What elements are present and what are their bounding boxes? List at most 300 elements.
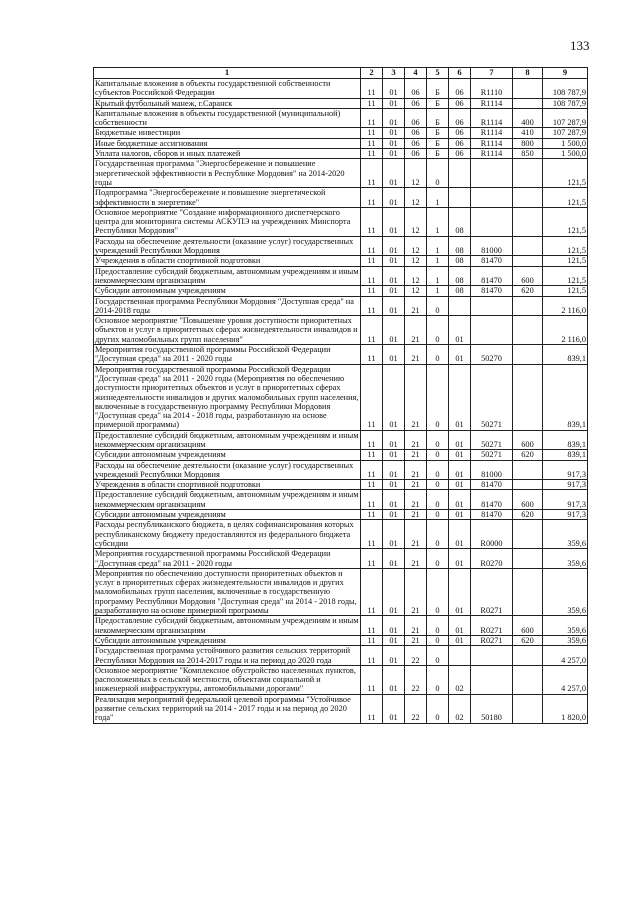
- row-code-4: 12: [405, 159, 427, 188]
- row-amount: 917,3: [543, 510, 588, 520]
- row-code-2: 11: [361, 364, 383, 430]
- row-code-4: 12: [405, 266, 427, 286]
- table-row: [94, 296, 588, 316]
- row-description: Мероприятия государственной программы Российской Федерации "Доступная среда" на 2011 - 2020 годы (Мероприятия по обеспечению доступности приоритетных объектов и услуг в приоритетных сферах жизнедеятельности инвалидов и других маломобильных групп населения, включенные в государственную программу Республики Мордовия "Доступная среда" на 2014 - 2018 годы, разработанную на основе примерной программы): [94, 364, 361, 430]
- row-code-2: 11: [361, 79, 383, 99]
- row-description: Мероприятия по обеспечению доступности приоритетных объектов и услуг в приоритетных сферах жизнедеятельности инвалидов и других маломобильных групп населения, включенные в государственную программу Республики Мордовия "Доступная среда" на 2014 - 2018 годы, разработанную на основе примерной программы: [94, 568, 361, 615]
- row-code-7: [471, 159, 513, 188]
- row-code-2: 11: [361, 108, 383, 128]
- row-code-8: 410: [513, 128, 543, 138]
- budget-table: [93, 67, 588, 724]
- row-code-6: 06: [449, 79, 471, 99]
- row-code-2: 11: [361, 430, 383, 450]
- row-code-6: [449, 296, 471, 316]
- header-cell: 8: [513, 68, 543, 79]
- row-description: Иные бюджетные ассигнования: [94, 138, 361, 148]
- row-code-4: 21: [405, 480, 427, 490]
- row-description: Мероприятия государственной программы Российской Федерации "Доступная среда" на 2011 - 2020 годы: [94, 549, 361, 569]
- row-code-6: 01: [449, 520, 471, 549]
- row-code-2: 11: [361, 450, 383, 460]
- row-code-7: [471, 665, 513, 694]
- row-code-4: 21: [405, 345, 427, 365]
- row-code-4: 06: [405, 108, 427, 128]
- row-code-8: [513, 694, 543, 723]
- row-code-4: 22: [405, 646, 427, 666]
- row-code-4: 12: [405, 286, 427, 296]
- row-code-8: 800: [513, 138, 543, 148]
- row-code-6: 06: [449, 138, 471, 148]
- row-code-7: 81000: [471, 460, 513, 480]
- row-code-6: 08: [449, 266, 471, 286]
- table-row: [94, 549, 588, 569]
- table-row: [94, 108, 588, 128]
- row-code-6: 08: [449, 236, 471, 256]
- table-row: [94, 616, 588, 636]
- row-code-8: [513, 207, 543, 236]
- row-code-4: 06: [405, 128, 427, 138]
- table-row: [94, 256, 588, 266]
- row-code-7: 50270: [471, 345, 513, 365]
- row-code-5: 1: [427, 236, 449, 256]
- row-code-3: 01: [383, 345, 405, 365]
- row-code-2: 11: [361, 646, 383, 666]
- row-description: Предоставление субсидий бюджетным, автономным учреждениям и иным некоммерческим организациям: [94, 490, 361, 510]
- row-description: Основное мероприятие "Создание информационного диспетчерского центра для мониторинга системы АСКУПЭ на учреждениях Минспорта Республики Мордовия": [94, 207, 361, 236]
- table-row: [94, 138, 588, 148]
- row-code-6: 02: [449, 665, 471, 694]
- row-code-3: 01: [383, 79, 405, 99]
- row-code-2: 11: [361, 98, 383, 108]
- row-code-7: 50271: [471, 364, 513, 430]
- row-code-3: 01: [383, 128, 405, 138]
- row-code-2: 11: [361, 480, 383, 490]
- table-row: [94, 694, 588, 723]
- row-code-5: 1: [427, 256, 449, 266]
- row-code-4: 12: [405, 256, 427, 266]
- row-code-8: [513, 549, 543, 569]
- row-code-8: [513, 568, 543, 615]
- row-code-5: 0: [427, 450, 449, 460]
- row-amount: 359,6: [543, 520, 588, 549]
- row-code-3: 01: [383, 450, 405, 460]
- row-code-3: 01: [383, 364, 405, 430]
- row-code-4: 21: [405, 568, 427, 615]
- table-row: [94, 79, 588, 99]
- row-amount: 2 116,0: [543, 316, 588, 345]
- table-body: [94, 79, 588, 724]
- row-code-7: 50271: [471, 450, 513, 460]
- header-cell: 6: [449, 68, 471, 79]
- row-code-4: 12: [405, 207, 427, 236]
- row-code-3: 01: [383, 635, 405, 645]
- row-code-2: 11: [361, 665, 383, 694]
- row-amount: 121,5: [543, 256, 588, 266]
- row-code-3: 01: [383, 480, 405, 490]
- row-code-6: 02: [449, 694, 471, 723]
- row-description: Предоставление субсидий бюджетным, автономным учреждениям и иным некоммерческим организациям: [94, 266, 361, 286]
- row-code-8: [513, 646, 543, 666]
- row-code-3: 01: [383, 568, 405, 615]
- row-code-4: 12: [405, 188, 427, 208]
- row-code-6: 01: [449, 430, 471, 450]
- row-amount: 107 287,9: [543, 128, 588, 138]
- table-row: [94, 159, 588, 188]
- table-row: [94, 490, 588, 510]
- row-code-3: 01: [383, 616, 405, 636]
- row-description: Субсидии автономным учреждениям: [94, 286, 361, 296]
- row-code-3: 01: [383, 188, 405, 208]
- table-row: [94, 480, 588, 490]
- row-code-2: 11: [361, 510, 383, 520]
- table-row: [94, 316, 588, 345]
- row-code-6: 08: [449, 286, 471, 296]
- row-code-6: 01: [449, 316, 471, 345]
- row-amount: 839,1: [543, 450, 588, 460]
- row-code-2: 11: [361, 316, 383, 345]
- row-code-6: 06: [449, 149, 471, 159]
- row-code-6: 01: [449, 616, 471, 636]
- row-code-3: 01: [383, 694, 405, 723]
- row-amount: 917,3: [543, 480, 588, 490]
- row-code-5: 0: [427, 568, 449, 615]
- row-code-8: 620: [513, 510, 543, 520]
- row-code-7: [471, 207, 513, 236]
- table-row: [94, 665, 588, 694]
- table-row: [94, 430, 588, 450]
- table-row: [94, 635, 588, 645]
- row-code-7: R0000: [471, 520, 513, 549]
- row-code-4: 06: [405, 149, 427, 159]
- row-code-3: 01: [383, 108, 405, 128]
- row-amount: 839,1: [543, 430, 588, 450]
- row-code-5: 0: [427, 460, 449, 480]
- row-code-4: 06: [405, 98, 427, 108]
- row-code-7: 81470: [471, 266, 513, 286]
- row-description: Реализация мероприятий федеральной целевой программы "Устойчивое развитие сельских территорий на 2014 - 2017 годы и на период до 2020 года": [94, 694, 361, 723]
- table-row: [94, 364, 588, 430]
- row-code-4: 21: [405, 510, 427, 520]
- row-code-4: 06: [405, 138, 427, 148]
- row-code-7: 50180: [471, 694, 513, 723]
- row-code-5: 0: [427, 159, 449, 188]
- row-code-2: 11: [361, 460, 383, 480]
- row-description: Субсидии автономным учреждениям: [94, 635, 361, 645]
- row-code-3: 01: [383, 286, 405, 296]
- row-description: Государственная программа "Энергосбережение и повышение энергетической эффективности в Республике Мордовия" на 2014-2020 годы: [94, 159, 361, 188]
- row-code-5: 1: [427, 188, 449, 208]
- row-code-8: [513, 98, 543, 108]
- row-code-3: 01: [383, 510, 405, 520]
- row-description: Субсидии автономным учреждениям: [94, 450, 361, 460]
- table-row: [94, 450, 588, 460]
- row-code-2: 11: [361, 345, 383, 365]
- table-row: [94, 98, 588, 108]
- row-description: Учреждения в области спортивной подготовки: [94, 256, 361, 266]
- row-code-2: 11: [361, 266, 383, 286]
- row-amount: 2 116,0: [543, 296, 588, 316]
- row-code-7: R0271: [471, 616, 513, 636]
- row-code-5: 0: [427, 616, 449, 636]
- row-code-5: 0: [427, 364, 449, 430]
- table-row: [94, 207, 588, 236]
- row-code-5: 1: [427, 286, 449, 296]
- row-code-8: 620: [513, 286, 543, 296]
- row-code-5: 0: [427, 480, 449, 490]
- row-description: Подпрограмма "Энергосбережение и повышение энергетической эффективности в энергетике": [94, 188, 361, 208]
- row-code-6: 01: [449, 510, 471, 520]
- row-code-7: 81470: [471, 510, 513, 520]
- row-code-6: 08: [449, 207, 471, 236]
- row-amount: 1 820,0: [543, 694, 588, 723]
- row-code-7: R1114: [471, 138, 513, 148]
- row-description: Расходы республиканского бюджета, в целях софинансирования которых республиканскому бюджету предоставляются из федерального бюджета субсидии: [94, 520, 361, 549]
- row-description: Капитальные вложения в объекты государственной (муниципальной) собственности: [94, 108, 361, 128]
- row-code-5: 1: [427, 207, 449, 236]
- table-row: [94, 345, 588, 365]
- row-code-6: [449, 188, 471, 208]
- header-cell: 4: [405, 68, 427, 79]
- row-code-8: 850: [513, 149, 543, 159]
- row-code-3: 01: [383, 665, 405, 694]
- row-code-2: 11: [361, 616, 383, 636]
- row-code-8: [513, 520, 543, 549]
- row-code-7: R1110: [471, 79, 513, 99]
- row-code-3: 01: [383, 138, 405, 148]
- row-code-4: 21: [405, 316, 427, 345]
- table-header-row: [94, 68, 588, 79]
- row-code-8: [513, 665, 543, 694]
- row-amount: 107 287,9: [543, 108, 588, 128]
- row-code-5: Б: [427, 149, 449, 159]
- row-code-3: 01: [383, 460, 405, 480]
- row-code-5: 0: [427, 635, 449, 645]
- row-amount: 108 787,9: [543, 98, 588, 108]
- row-code-6: 01: [449, 460, 471, 480]
- row-code-8: [513, 256, 543, 266]
- row-code-6: 01: [449, 549, 471, 569]
- row-code-7: 50271: [471, 430, 513, 450]
- row-description: Субсидии автономным учреждениям: [94, 510, 361, 520]
- row-code-5: 0: [427, 665, 449, 694]
- row-code-4: 21: [405, 549, 427, 569]
- row-code-6: 08: [449, 256, 471, 266]
- row-amount: 359,6: [543, 549, 588, 569]
- row-description: Расходы на обеспечение деятельности (оказание услуг) государственных учреждений Республики Мордовия: [94, 236, 361, 256]
- row-code-8: 600: [513, 490, 543, 510]
- header-cell: 9: [543, 68, 588, 79]
- row-code-3: 01: [383, 98, 405, 108]
- row-amount: 359,6: [543, 616, 588, 636]
- row-code-8: [513, 316, 543, 345]
- row-amount: 121,5: [543, 266, 588, 286]
- row-code-4: 12: [405, 236, 427, 256]
- row-amount: 839,1: [543, 345, 588, 365]
- row-code-2: 11: [361, 549, 383, 569]
- row-code-6: 06: [449, 128, 471, 138]
- row-code-8: [513, 345, 543, 365]
- row-code-2: 11: [361, 128, 383, 138]
- row-code-5: 0: [427, 520, 449, 549]
- row-code-7: R0270: [471, 549, 513, 569]
- row-code-4: 21: [405, 460, 427, 480]
- row-code-3: 01: [383, 430, 405, 450]
- row-code-4: 21: [405, 430, 427, 450]
- row-code-5: 0: [427, 646, 449, 666]
- row-description: Предоставление субсидий бюджетным, автономным учреждениям и иным некоммерческим организациям: [94, 430, 361, 450]
- row-amount: 121,5: [543, 207, 588, 236]
- row-code-2: 11: [361, 207, 383, 236]
- row-code-6: 01: [449, 364, 471, 430]
- page-number: 133: [570, 38, 590, 53]
- row-code-6: 06: [449, 108, 471, 128]
- row-code-7: R1114: [471, 98, 513, 108]
- header-cell: 3: [383, 68, 405, 79]
- table-row: [94, 520, 588, 549]
- row-amount: 121,5: [543, 236, 588, 256]
- table-row: [94, 188, 588, 208]
- row-amount: 839,1: [543, 364, 588, 430]
- row-code-3: 01: [383, 296, 405, 316]
- row-code-2: 11: [361, 520, 383, 549]
- row-description: Капитальные вложения в объекты государственной собственности субъектов Российской Федерации: [94, 79, 361, 99]
- row-code-8: [513, 236, 543, 256]
- row-code-7: R0271: [471, 568, 513, 615]
- row-code-7: [471, 296, 513, 316]
- row-code-5: 0: [427, 510, 449, 520]
- row-amount: 359,6: [543, 568, 588, 615]
- table-row: [94, 266, 588, 286]
- row-description: Учреждения в области спортивной подготовки: [94, 480, 361, 490]
- table-row: [94, 236, 588, 256]
- row-description: Расходы на обеспечение деятельности (оказание услуг) государственных учреждений Республики Мордовия: [94, 460, 361, 480]
- row-code-6: 01: [449, 490, 471, 510]
- header-cell: 7: [471, 68, 513, 79]
- row-description: Государственная программа устойчивого развития сельских территорий Республики Мордовия на 2014-2017 годы и на период до 2020 года: [94, 646, 361, 666]
- row-code-7: [471, 316, 513, 345]
- row-code-5: Б: [427, 138, 449, 148]
- row-code-6: 01: [449, 635, 471, 645]
- row-code-3: 01: [383, 490, 405, 510]
- row-description: Основное мероприятие "Комплексное обустройство населенных пунктов, расположенных в сельской местности, объектами социальной и инженерной инфраструктуры, автомобильными дорогами": [94, 665, 361, 694]
- row-code-2: 11: [361, 149, 383, 159]
- row-code-5: Б: [427, 98, 449, 108]
- row-code-3: 01: [383, 256, 405, 266]
- row-code-2: 11: [361, 256, 383, 266]
- table-row: [94, 646, 588, 666]
- row-code-2: 11: [361, 138, 383, 148]
- row-description: Предоставление субсидий бюджетным, автономным учреждениям и иным некоммерческим организациям: [94, 616, 361, 636]
- table-row: [94, 568, 588, 615]
- row-code-5: 0: [427, 490, 449, 510]
- row-code-8: [513, 79, 543, 99]
- row-code-8: [513, 159, 543, 188]
- row-code-3: 01: [383, 646, 405, 666]
- row-code-3: 01: [383, 316, 405, 345]
- row-code-8: [513, 460, 543, 480]
- header-cell: 5: [427, 68, 449, 79]
- row-code-8: [513, 364, 543, 430]
- row-amount: 4 257,0: [543, 665, 588, 694]
- row-code-7: 81470: [471, 286, 513, 296]
- row-code-5: 0: [427, 316, 449, 345]
- row-code-2: 11: [361, 236, 383, 256]
- row-code-5: 1: [427, 266, 449, 286]
- row-code-2: 11: [361, 490, 383, 510]
- row-code-5: 0: [427, 694, 449, 723]
- row-code-8: [513, 480, 543, 490]
- row-amount: 359,6: [543, 635, 588, 645]
- row-amount: 121,5: [543, 188, 588, 208]
- row-code-5: 0: [427, 430, 449, 450]
- row-code-6: 06: [449, 98, 471, 108]
- row-code-3: 01: [383, 520, 405, 549]
- row-code-5: 0: [427, 345, 449, 365]
- row-code-3: 01: [383, 207, 405, 236]
- row-code-2: 11: [361, 286, 383, 296]
- row-code-4: 21: [405, 635, 427, 645]
- row-code-4: 21: [405, 296, 427, 316]
- row-code-3: 01: [383, 549, 405, 569]
- row-description: Мероприятия государственной программы Российской Федерации "Доступная среда" на 2011 - 2020 годы: [94, 345, 361, 365]
- row-amount: 121,5: [543, 159, 588, 188]
- header-cell: 2: [361, 68, 383, 79]
- row-code-2: 11: [361, 635, 383, 645]
- row-code-8: 620: [513, 450, 543, 460]
- row-code-6: 01: [449, 480, 471, 490]
- row-code-5: 0: [427, 549, 449, 569]
- row-code-8: [513, 296, 543, 316]
- row-code-2: 11: [361, 188, 383, 208]
- row-amount: 108 787,9: [543, 79, 588, 99]
- row-description: Государственная программа Республики Мордовия "Доступная среда" на 2014-2018 годы: [94, 296, 361, 316]
- row-code-4: 21: [405, 450, 427, 460]
- row-description: Основное мероприятие "Повышение уровня доступности приоритетных объектов и услуг в приоритетных сферах жизнедеятельности инвалидов и других маломобильных групп населения": [94, 316, 361, 345]
- row-code-3: 01: [383, 266, 405, 286]
- row-amount: 1 500,0: [543, 138, 588, 148]
- row-amount: 917,3: [543, 460, 588, 480]
- row-description: Уплата налогов, сборов и иных платежей: [94, 149, 361, 159]
- row-code-7: R0271: [471, 635, 513, 645]
- header-cell: 1: [94, 68, 361, 79]
- row-code-3: 01: [383, 159, 405, 188]
- row-code-5: Б: [427, 79, 449, 99]
- row-code-6: 01: [449, 345, 471, 365]
- row-code-4: 06: [405, 79, 427, 99]
- row-code-7: R1114: [471, 108, 513, 128]
- row-code-2: 11: [361, 296, 383, 316]
- row-code-7: 81000: [471, 236, 513, 256]
- row-code-6: [449, 159, 471, 188]
- table-row: [94, 149, 588, 159]
- row-amount: 1 500,0: [543, 149, 588, 159]
- row-code-7: 81470: [471, 480, 513, 490]
- row-code-5: 0: [427, 296, 449, 316]
- row-code-6: 01: [449, 568, 471, 615]
- row-code-7: R1114: [471, 149, 513, 159]
- row-code-4: 21: [405, 520, 427, 549]
- row-code-8: 600: [513, 430, 543, 450]
- row-code-7: R1114: [471, 128, 513, 138]
- row-code-4: 21: [405, 490, 427, 510]
- row-code-4: 21: [405, 364, 427, 430]
- row-code-6: 01: [449, 450, 471, 460]
- row-code-7: [471, 646, 513, 666]
- row-code-3: 01: [383, 149, 405, 159]
- row-code-6: [449, 646, 471, 666]
- table-row: [94, 510, 588, 520]
- row-amount: 917,3: [543, 490, 588, 510]
- row-code-7: 81470: [471, 490, 513, 510]
